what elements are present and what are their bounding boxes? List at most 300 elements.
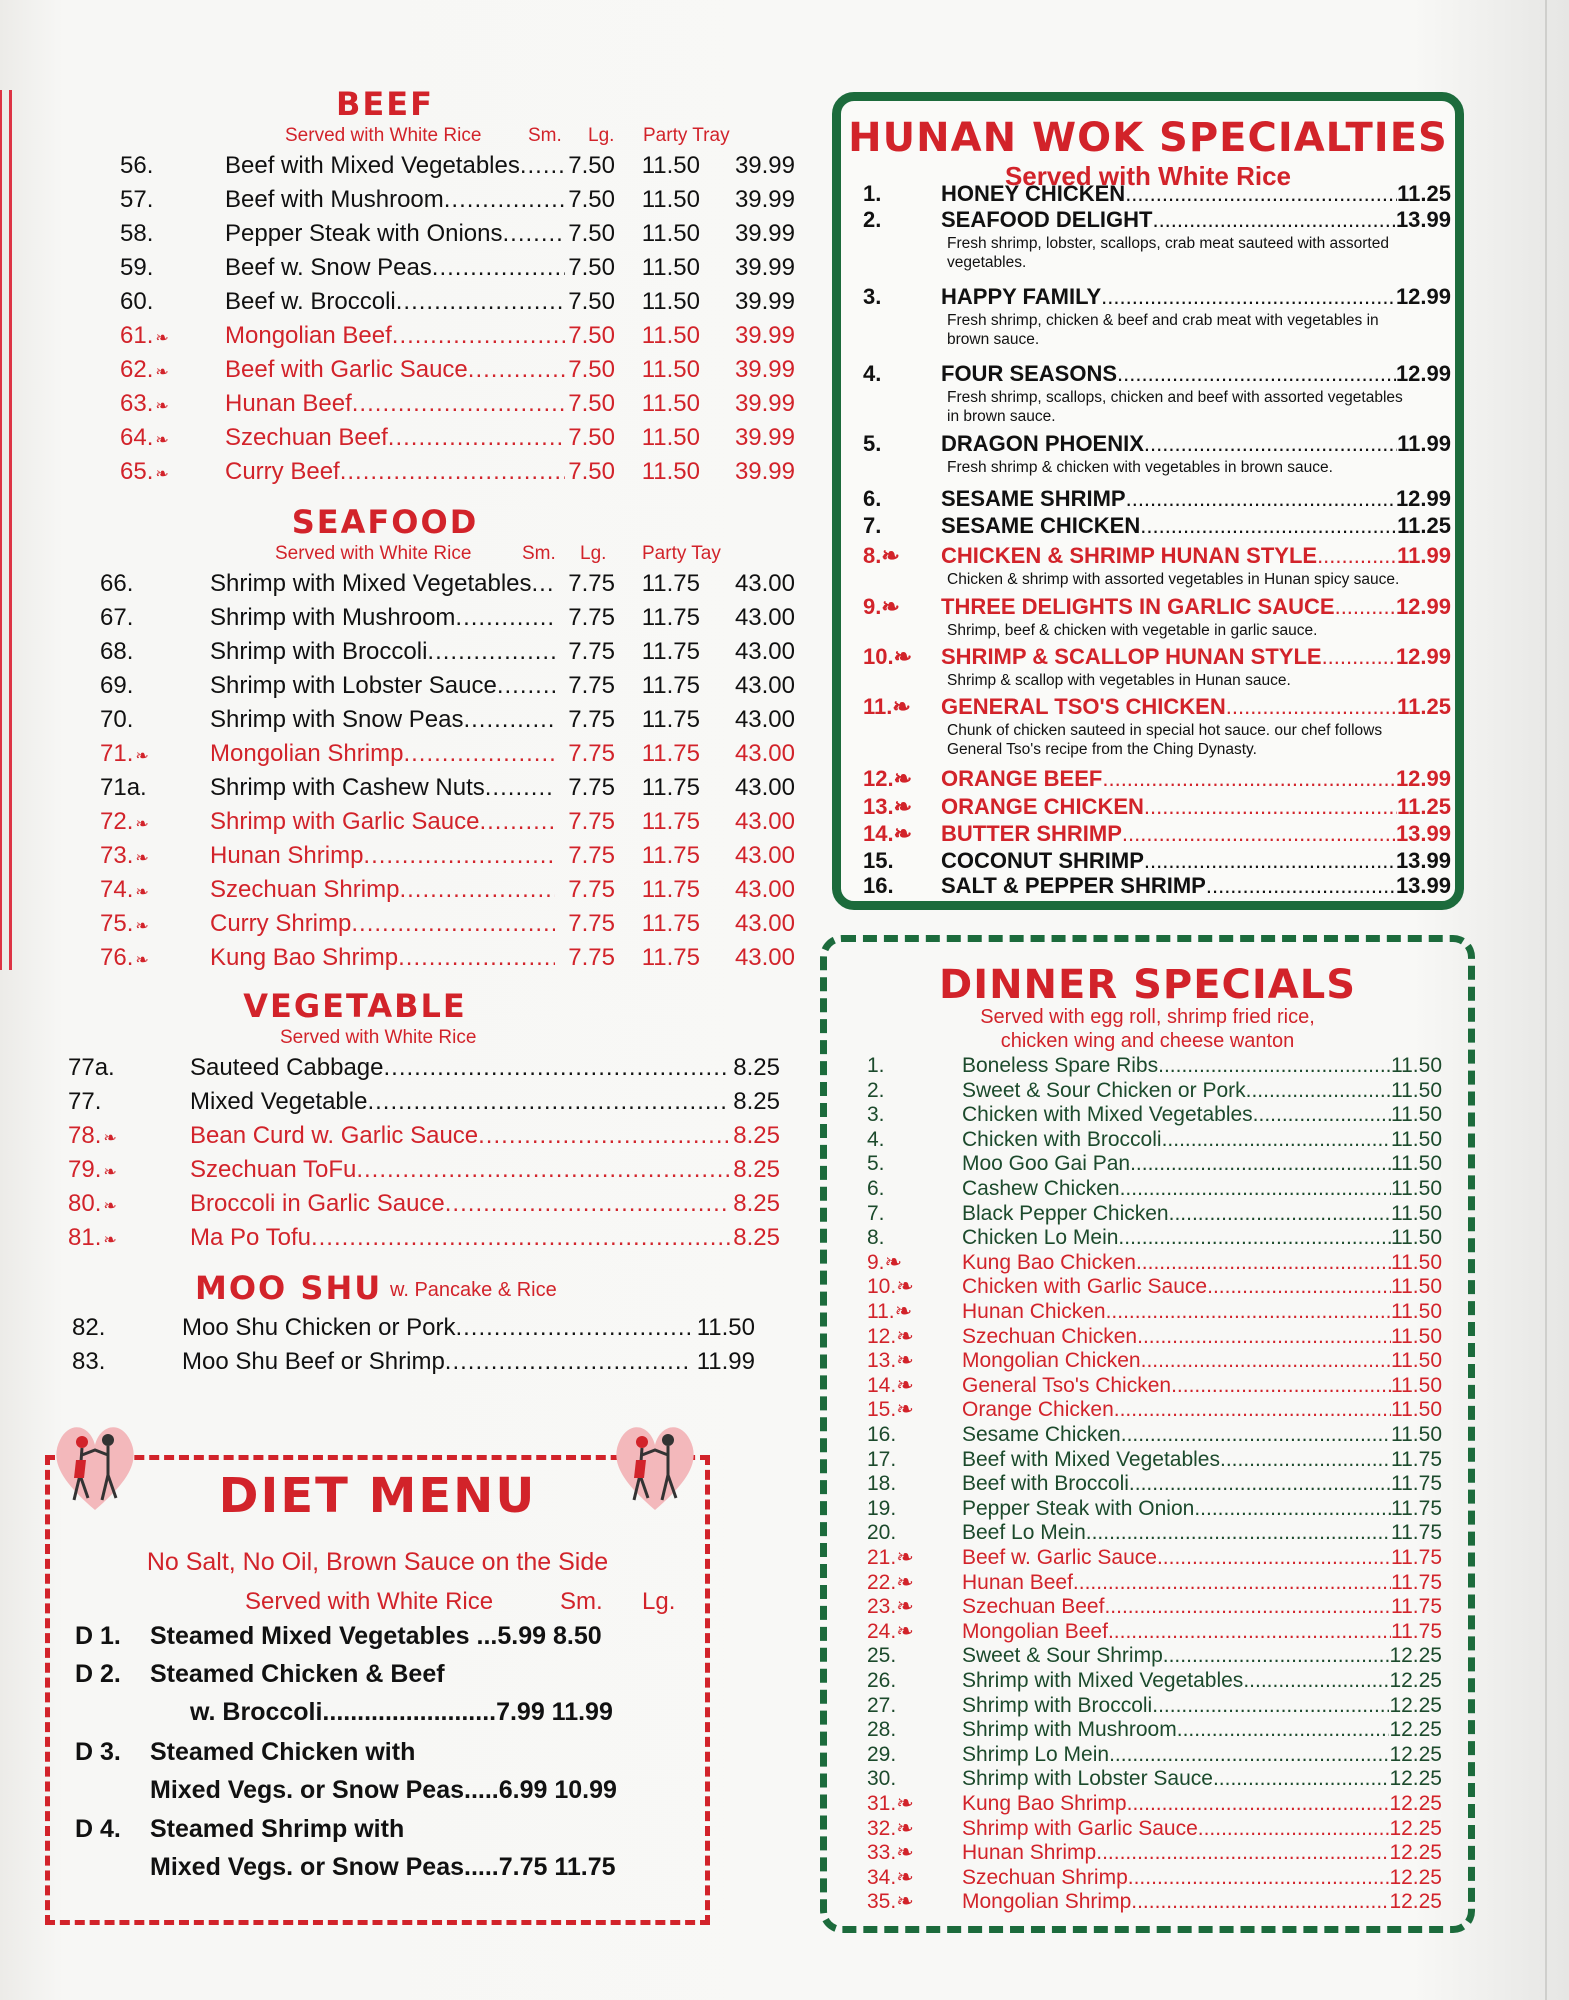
item-name-text: Sweet & Sour Shrimp	[962, 1644, 1163, 1668]
item-name-text: Hunan Shrimp	[210, 842, 364, 869]
item-number-text: 77.	[68, 1088, 102, 1115]
item-number-text: 12.	[867, 1324, 897, 1348]
item-number-text: 76.	[100, 944, 134, 971]
item-number-text: 5.	[863, 431, 882, 456]
price: 12.25	[1389, 1669, 1442, 1692]
item-number	[867, 1546, 947, 1570]
item-number-text: 78.	[68, 1122, 102, 1149]
dot-leader	[1127, 1792, 1390, 1816]
lg-header: Lg.	[580, 543, 607, 564]
menu-item-row	[60, 873, 795, 907]
dot-leader	[1104, 1595, 1391, 1619]
item-number	[863, 207, 881, 233]
item-name	[210, 771, 555, 805]
menu-item-row	[60, 183, 795, 217]
item-name	[962, 1300, 1442, 1324]
item-name-text: Shrimp with Mushroom	[210, 604, 456, 631]
item-number	[100, 873, 190, 910]
dot-leader	[1102, 766, 1396, 792]
item-name	[941, 594, 1451, 620]
item-name	[962, 1521, 1442, 1545]
menu-item-row	[60, 941, 795, 975]
vegetable-section	[60, 987, 780, 1255]
price: 11.25	[1397, 794, 1451, 819]
item-number-text: 6.	[863, 486, 882, 511]
item-name	[225, 149, 565, 183]
menu-item-row	[60, 1153, 780, 1187]
item-name	[962, 1103, 1442, 1127]
price: 12.99	[1395, 644, 1451, 669]
item-number-text: 16.	[863, 873, 894, 898]
item-name	[962, 1595, 1442, 1619]
dot-leader	[392, 319, 565, 353]
dot-leader	[463, 703, 555, 737]
diet-item-code: D 3.	[75, 1738, 121, 1766]
item-number-text: 26.	[867, 1669, 897, 1692]
price: 8.25	[733, 1122, 780, 1149]
dot-leader	[1126, 486, 1396, 512]
item-name-text: SEAFOOD DELIGHT	[941, 207, 1153, 232]
item-name	[962, 1472, 1442, 1496]
price: 11.50	[1391, 1324, 1442, 1348]
item-name	[190, 1085, 730, 1119]
item-name-text: Sauteed Cabbage	[190, 1054, 384, 1081]
item-number	[100, 737, 190, 774]
dinner-item	[827, 1767, 1447, 1791]
item-name	[941, 513, 1451, 539]
chili-pepper-icon: ❧	[103, 1198, 117, 1215]
dinner-item	[827, 1251, 1447, 1275]
item-name-text: Szechuan Shrimp	[210, 876, 400, 903]
item-name-text: BUTTER SHRIMP	[941, 821, 1122, 846]
dot-leader	[455, 1311, 692, 1345]
price: 11.75	[1391, 1521, 1442, 1545]
diet-item-code: D 1.	[75, 1622, 121, 1650]
item-name-text: ORANGE CHICKEN	[941, 794, 1144, 819]
item-name-text: Curry Beef	[225, 458, 340, 485]
chili-pepper-icon: ❧	[135, 918, 149, 935]
item-number-text: 60.	[120, 288, 154, 315]
menu-item-row	[60, 455, 795, 489]
item-name	[210, 737, 555, 771]
item-name-text: Mongolian Shrimp	[210, 740, 404, 767]
chili-pepper-icon: ❧	[155, 364, 169, 381]
item-number	[863, 766, 912, 792]
item-name-text: Szechuan Beef	[225, 424, 388, 451]
dot-leader	[1144, 794, 1397, 820]
menu-item-row	[60, 285, 795, 319]
item-number	[120, 251, 210, 285]
dinner-item	[827, 1177, 1447, 1201]
price-party-tray: 43.00	[734, 706, 795, 733]
item-name	[962, 1792, 1442, 1816]
menu-item-row	[60, 1221, 780, 1255]
price: 11.50	[1391, 1250, 1442, 1274]
price-party-tray: 39.99	[734, 356, 795, 383]
item-name	[962, 1767, 1442, 1791]
price: 12.99	[1395, 766, 1451, 791]
dinner-item	[827, 1202, 1447, 1226]
price-small: 7.50	[568, 356, 615, 383]
item-number-text: 3.	[863, 284, 882, 309]
price: 11.50	[1391, 1127, 1442, 1151]
item-name	[962, 1890, 1442, 1914]
item-number-text: 80.	[68, 1190, 102, 1217]
section-title-seafood: SEAFOOD	[291, 503, 479, 541]
menu-item-row	[60, 737, 795, 771]
item-name	[210, 805, 555, 839]
item-number-text: 23.	[867, 1595, 897, 1619]
dinner-item	[827, 1398, 1447, 1422]
price-small: 7.75	[568, 876, 615, 903]
item-name-text: Beef w. Snow Peas	[225, 254, 432, 281]
item-name	[225, 455, 565, 489]
dinner-item	[827, 1546, 1447, 1570]
menu-item-row	[60, 1187, 780, 1221]
price: 13.99	[1395, 873, 1451, 898]
item-number-text: 34.	[867, 1865, 897, 1889]
item-number	[863, 361, 881, 387]
dinner-item	[827, 1325, 1447, 1349]
dot-leader	[1131, 1890, 1389, 1914]
diet-menu-box	[45, 1455, 710, 1925]
item-number-text: 9.	[863, 594, 882, 619]
price: 12.99	[1395, 361, 1451, 386]
item-name-text: Shrimp with Garlic Sauce	[210, 808, 480, 835]
price: 11.99	[1397, 431, 1451, 456]
item-name-text: HAPPY FAMILY	[941, 284, 1102, 309]
item-number	[100, 635, 190, 669]
item-name-text: Hunan Beef	[962, 1570, 1073, 1594]
item-number	[863, 644, 912, 670]
dot-leader	[356, 1153, 730, 1187]
item-number-text: 16.	[867, 1423, 897, 1446]
item-number	[100, 567, 190, 601]
chili-pepper-icon: ❧	[896, 1324, 914, 1348]
item-number-text: 31.	[867, 1792, 897, 1815]
dot-leader	[1141, 1349, 1391, 1373]
dinner-item	[827, 1275, 1447, 1299]
dinner-item	[827, 1792, 1447, 1816]
chili-pepper-icon: ❧	[103, 1232, 117, 1249]
item-number-text: 66.	[100, 570, 134, 597]
chili-pepper-icon: ❧	[893, 644, 913, 669]
price: 11.75	[1391, 1472, 1442, 1496]
item-name	[210, 873, 555, 907]
item-name-text: Hunan Chicken	[962, 1300, 1106, 1323]
chili-pepper-icon: ❧	[896, 1619, 914, 1643]
item-name	[962, 1275, 1442, 1299]
item-name-text: Mongolian Beef	[225, 322, 392, 349]
item-number-text: 15.	[867, 1398, 897, 1422]
item-name	[962, 1423, 1442, 1447]
chili-pepper-icon: ❧	[893, 794, 913, 819]
item-name	[941, 766, 1451, 792]
item-number-text: 73.	[100, 842, 134, 869]
item-name-text: Szechuan Chicken	[962, 1324, 1138, 1348]
item-name	[941, 207, 1451, 233]
item-number	[120, 217, 210, 251]
price: 12.25	[1389, 1644, 1442, 1668]
item-name	[962, 1644, 1442, 1668]
item-name-text: Mongolian Chicken	[962, 1349, 1141, 1373]
chili-pepper-icon: ❧	[881, 594, 900, 619]
item-number	[867, 1275, 947, 1299]
item-name	[225, 319, 565, 353]
item-name	[962, 1054, 1442, 1078]
dot-leader	[1128, 1866, 1390, 1890]
item-number-text: 83.	[72, 1348, 106, 1375]
chili-pepper-icon: ❧	[896, 1816, 914, 1840]
item-name-text: Beef with Mixed Vegetables	[962, 1447, 1220, 1471]
item-name	[210, 669, 555, 703]
item-name	[941, 181, 1451, 207]
dot-leader	[351, 907, 555, 941]
item-name	[941, 284, 1451, 310]
price-large: 11.50	[641, 322, 700, 349]
dinner-item	[827, 1718, 1447, 1742]
dot-leader	[1129, 1472, 1391, 1496]
chili-pepper-icon: ❧	[103, 1130, 117, 1147]
price-large: 11.75	[641, 842, 700, 869]
item-number	[863, 794, 912, 820]
price-party-tray: 39.99	[734, 152, 795, 179]
menu-item-row	[60, 771, 795, 805]
menu-item-row	[60, 703, 795, 737]
item-name	[962, 1128, 1442, 1152]
price-large: 11.50	[641, 288, 700, 315]
item-name-text: DRAGON PHOENIX	[941, 431, 1144, 456]
price-party-tray: 43.00	[734, 944, 795, 971]
item-number	[867, 1571, 947, 1595]
item-name-text: Boneless Spare Ribs	[962, 1054, 1159, 1077]
beef-items	[60, 149, 795, 489]
price-large: 11.75	[641, 706, 700, 733]
price-small: 7.50	[568, 458, 615, 485]
dot-leader	[1106, 1300, 1391, 1324]
item-number-text: 71.	[100, 740, 134, 767]
item-number-text: 24.	[867, 1619, 897, 1643]
item-number-text: 27.	[867, 1693, 897, 1717]
beef-section	[60, 85, 795, 489]
price-party-tray: 43.00	[734, 570, 795, 597]
item-name-text: SESAME CHICKEN	[941, 513, 1141, 538]
item-name-text: Shrimp Lo Mein	[962, 1742, 1110, 1766]
item-number-text: 3.	[867, 1103, 885, 1127]
section-subheader-vegetable	[60, 1025, 760, 1051]
price: 12.25	[1389, 1865, 1442, 1889]
item-name	[962, 1718, 1442, 1742]
party-tray-header: Party Tay	[642, 543, 721, 564]
price: 12.25	[1389, 1693, 1442, 1717]
item-name	[962, 1152, 1442, 1176]
item-number-text: 15.	[863, 848, 894, 873]
dinner-item	[827, 1349, 1447, 1373]
dot-leader	[1086, 1521, 1391, 1545]
item-name	[210, 567, 555, 601]
dot-leader	[1144, 431, 1397, 457]
item-name	[941, 431, 1451, 457]
price: 8.25	[733, 1156, 780, 1183]
item-number-text: 9.	[867, 1250, 885, 1274]
item-number-text: 56.	[120, 152, 154, 179]
dot-leader	[1171, 1374, 1391, 1398]
dot-leader	[399, 873, 555, 907]
item-number	[863, 873, 894, 899]
dot-leader	[363, 839, 555, 873]
price-small: 7.75	[568, 910, 615, 937]
item-name-text: General Tso's Chicken	[962, 1373, 1172, 1397]
chili-pepper-icon: ❧	[896, 1595, 914, 1619]
item-name	[962, 1497, 1442, 1521]
chili-pepper-icon: ❧	[894, 1300, 913, 1323]
item-name	[225, 421, 565, 455]
chili-pepper-icon: ❧	[896, 1865, 914, 1889]
chili-pepper-icon: ❧	[896, 1792, 914, 1815]
chili-pepper-icon: ❧	[896, 1373, 914, 1397]
item-number	[867, 1423, 947, 1447]
price: 11.50	[1391, 1201, 1442, 1225]
item-name-text: Chicken with Broccoli	[962, 1127, 1162, 1151]
dot-leader	[479, 805, 555, 839]
dot-leader	[1169, 1202, 1391, 1226]
price: 13.99	[1395, 821, 1451, 846]
chili-pepper-icon: ❧	[135, 748, 149, 765]
item-name-text: Szechuan Shrimp	[962, 1865, 1128, 1889]
menu-item-row	[60, 1311, 760, 1345]
sm-header: Sm.	[522, 543, 556, 564]
item-name-text: Broccoli in Garlic Sauce	[190, 1190, 445, 1217]
price: 11.75	[1391, 1496, 1442, 1520]
price-large: 11.75	[641, 740, 700, 767]
item-number	[867, 1079, 947, 1103]
price: 12.99	[1395, 486, 1451, 511]
price-small: 7.75	[568, 604, 615, 631]
dot-leader	[1220, 1448, 1391, 1472]
item-number	[867, 1497, 947, 1521]
price-small: 7.50	[568, 254, 615, 281]
diet-item-text: Mixed Vegs. or Snow Peas.....7.75 11.75	[150, 1853, 616, 1881]
price: 8.25	[733, 1190, 780, 1217]
item-number-text: 5.	[867, 1152, 885, 1176]
item-number	[867, 1767, 947, 1791]
item-name	[190, 1051, 730, 1085]
item-number-text: 71a.	[100, 774, 147, 801]
item-number	[863, 694, 911, 720]
section-title-mooshu: MOO SHU	[195, 1269, 383, 1307]
item-description: Chicken & shrimp with assorted vegetables in Hunan spicy sauce.	[947, 571, 1400, 588]
item-name	[941, 794, 1451, 820]
item-number-text: 32.	[867, 1816, 897, 1840]
item-number-text: 6.	[867, 1177, 885, 1200]
item-number-text: 28.	[867, 1718, 897, 1742]
mooshu-section	[60, 1269, 760, 1379]
item-name-text: Shrimp with Snow Peas	[210, 706, 464, 733]
item-description: Fresh shrimp & chicken with vegetables in brown sauce.	[947, 459, 1333, 476]
item-number	[120, 455, 210, 492]
item-name-text: Chicken Lo Mein	[962, 1226, 1119, 1250]
item-name-text: Mixed Vegetable	[190, 1088, 368, 1115]
price-small: 7.50	[568, 390, 615, 417]
price: 11.75	[1391, 1546, 1442, 1569]
dinner-item	[827, 1571, 1447, 1595]
price: 11.75	[1391, 1595, 1442, 1619]
item-name-text: HONEY CHICKEN	[941, 181, 1126, 206]
chili-pepper-icon: ❧	[896, 1398, 914, 1422]
item-name	[962, 1841, 1442, 1865]
item-number	[68, 1119, 158, 1156]
item-name-text: SESAME SHRIMP	[941, 486, 1126, 511]
item-name-text: ORANGE BEEF	[941, 766, 1103, 791]
item-number	[867, 1841, 947, 1865]
dot-leader	[1109, 1743, 1389, 1767]
price: 11.75	[1391, 1447, 1442, 1471]
price-large: 11.75	[641, 672, 700, 699]
item-number-text: 11.	[867, 1300, 895, 1323]
dot-leader	[398, 941, 555, 975]
chili-pepper-icon: ❧	[155, 432, 169, 449]
hunan-subtitle: Served with White Rice	[1004, 161, 1292, 191]
item-number-text: 29.	[867, 1742, 897, 1766]
item-number-text: 10.	[867, 1275, 897, 1299]
price: 11.50	[1391, 1054, 1442, 1077]
item-name-text: Sweet & Sour Chicken or Pork	[962, 1078, 1246, 1102]
price-party-tray: 39.99	[734, 390, 795, 417]
item-name-text: Kung Bao Chicken	[962, 1250, 1136, 1274]
chili-pepper-icon: ❧	[892, 694, 911, 719]
item-number	[867, 1866, 947, 1890]
item-name	[962, 1226, 1442, 1250]
item-number-text: 67.	[100, 604, 134, 631]
item-number	[72, 1345, 162, 1379]
price-small: 7.50	[568, 152, 615, 179]
dinner-item	[827, 1521, 1447, 1545]
price: 11.50	[696, 1314, 755, 1341]
dinner-item	[827, 1866, 1447, 1890]
item-number	[68, 1153, 158, 1190]
item-number	[867, 1398, 947, 1422]
menu-item-row	[60, 1119, 780, 1153]
item-name	[962, 1349, 1442, 1373]
dinner-item	[827, 1128, 1447, 1152]
item-number-text: 8.	[867, 1226, 885, 1250]
item-number	[867, 1792, 947, 1816]
item-number-text: 58.	[120, 220, 154, 247]
diet-item-text: Steamed Mixed Vegetables ...5.99 8.50	[150, 1622, 602, 1650]
item-name	[225, 285, 565, 319]
item-number	[867, 1743, 947, 1767]
item-number	[863, 431, 881, 457]
price: 11.50	[1391, 1349, 1442, 1373]
item-name	[210, 635, 555, 669]
dot-leader	[1108, 1620, 1391, 1644]
price: 12.99	[1395, 284, 1451, 309]
item-name-text: Beef with Mushroom	[225, 186, 444, 213]
price-party-tray: 43.00	[734, 672, 795, 699]
menu-item-row	[60, 907, 795, 941]
price-party-tray: 43.00	[734, 638, 795, 665]
chili-pepper-icon: ❧	[884, 1250, 903, 1274]
seafood-items	[60, 567, 795, 975]
item-description: Shrimp, beef & chicken with vegetable in garlic sauce.	[947, 622, 1318, 639]
item-number-text: 7.	[867, 1201, 885, 1225]
section-subheader-seafood	[60, 541, 760, 567]
item-number	[867, 1620, 947, 1644]
item-name	[941, 694, 1451, 720]
item-name-text: Beef Lo Mein	[962, 1521, 1086, 1545]
dinner-item	[827, 1079, 1447, 1103]
diet-item-code: D 2.	[75, 1660, 121, 1688]
